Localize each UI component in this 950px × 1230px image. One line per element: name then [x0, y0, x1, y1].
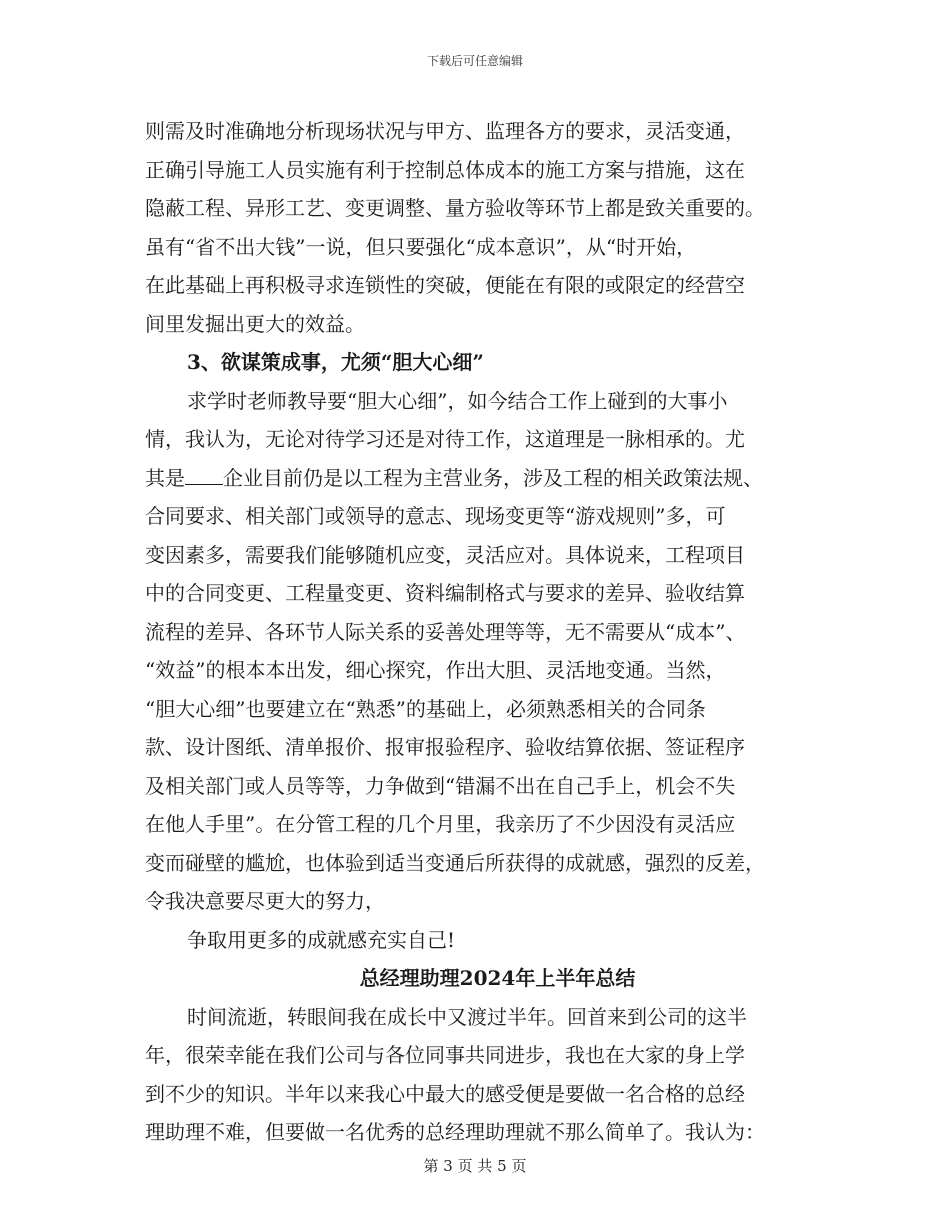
- body-line: “胆大心细”也要建立在“熟悉”的基础上，必须熟悉相关的合同条: [145, 696, 706, 721]
- section-heading: 3、欲谋策成事，尤须“胆大心细”: [187, 350, 484, 374]
- body-line: 间里发掘出更大的效益。: [145, 311, 365, 336]
- paragraph-first-line: 求学时老师教导要“胆大心细”，如今结合工作上碰到的大事小: [187, 388, 728, 413]
- document-title: 总经理助理2024年上半年总结: [359, 966, 636, 990]
- body-line: 到不少的知识。半年以来我心中最大的感受便是要做一名合格的总经: [145, 1081, 745, 1106]
- body-line: [145, 459, 810, 498]
- body-line: 令我决意要尽更大的努力，: [145, 889, 385, 913]
- body-line: 正确引导施工人员实施有利于控制总体成本的施工方案与措施，这在: [145, 157, 745, 182]
- body-line: 及相关部门或人员等等，力争做到“错漏不出在自己手上，机会不失: [145, 773, 736, 798]
- body-line: 理助理不难，但要做一名优秀的总经理助理就不那么简单了。我认为：: [145, 1120, 765, 1144]
- body-line: 变而碰壁的尴尬，也体验到适当变通后所获得的成就感，强烈的反差，: [145, 850, 765, 875]
- body-line: 合同要求、相关部门或领导的意志、现场变更等“游戏规则”多，可: [145, 504, 726, 528]
- body-line: 款、设计图纸、清单报价、报审报验程序、验收结算依据、签证程序: [145, 735, 745, 759]
- blank-underline: [185, 462, 223, 485]
- body-line: 中的合同变更、工程量变更、资料编制格式与要求的差异、验收结算: [145, 581, 745, 605]
- paragraph-first-line: 争取用更多的成就感充实自己!: [187, 927, 456, 952]
- body-line: 流程的差异、各环节人际关系的妥善处理等等，无不需要从“成本”、: [145, 619, 746, 644]
- page-header: 下载后可任意编辑: [426, 54, 523, 68]
- body-line: 虽有“省不出大钱”一说，但只要强化“成本意识”，从“时开始，: [145, 234, 697, 259]
- body-line: 年，很荣幸能在我们公司与各位同事共同进步，我也在大家的身上学: [145, 1043, 745, 1067]
- body-line: 隐蔽工程、异形工艺、变更调整、量方验收等环节上都是致关重要的。: [145, 196, 765, 220]
- body-line: 在此基础上再积极寻求连锁性的突破，便能在有限的或限定的经营空: [145, 273, 745, 297]
- page-footer: 第 3 页 共 5 页: [423, 1157, 527, 1175]
- body-line: 情，我认为，无论对待学习还是对待工作，这道理是一脉相承的。尤: [145, 427, 745, 451]
- body-text: 企业目前仍是以工程为主营业务，涉及工程的相关政策法规、: [223, 465, 763, 490]
- body-line: 则需及时准确地分析现场状况与甲方、监理各方的要求，灵活变通，: [145, 119, 745, 143]
- body-line: 在他人手里”。在分管工程的几个月里，我亲历了不少因没有灵活应: [145, 812, 736, 836]
- body-line: 变因素多，需要我们能够随机应变，灵活应对。具体说来，工程项目: [145, 542, 745, 567]
- body-line: “效益”的根本本出发，细心探究，作出大胆、灵活地变通。当然，: [145, 658, 726, 682]
- paragraph-first-line: 时间流逝，转眼间我在成长中又渡过半年。回首来到公司的这半: [187, 1004, 747, 1029]
- document-body: [145, 112, 810, 1152]
- body-text: 其是: [145, 465, 185, 490]
